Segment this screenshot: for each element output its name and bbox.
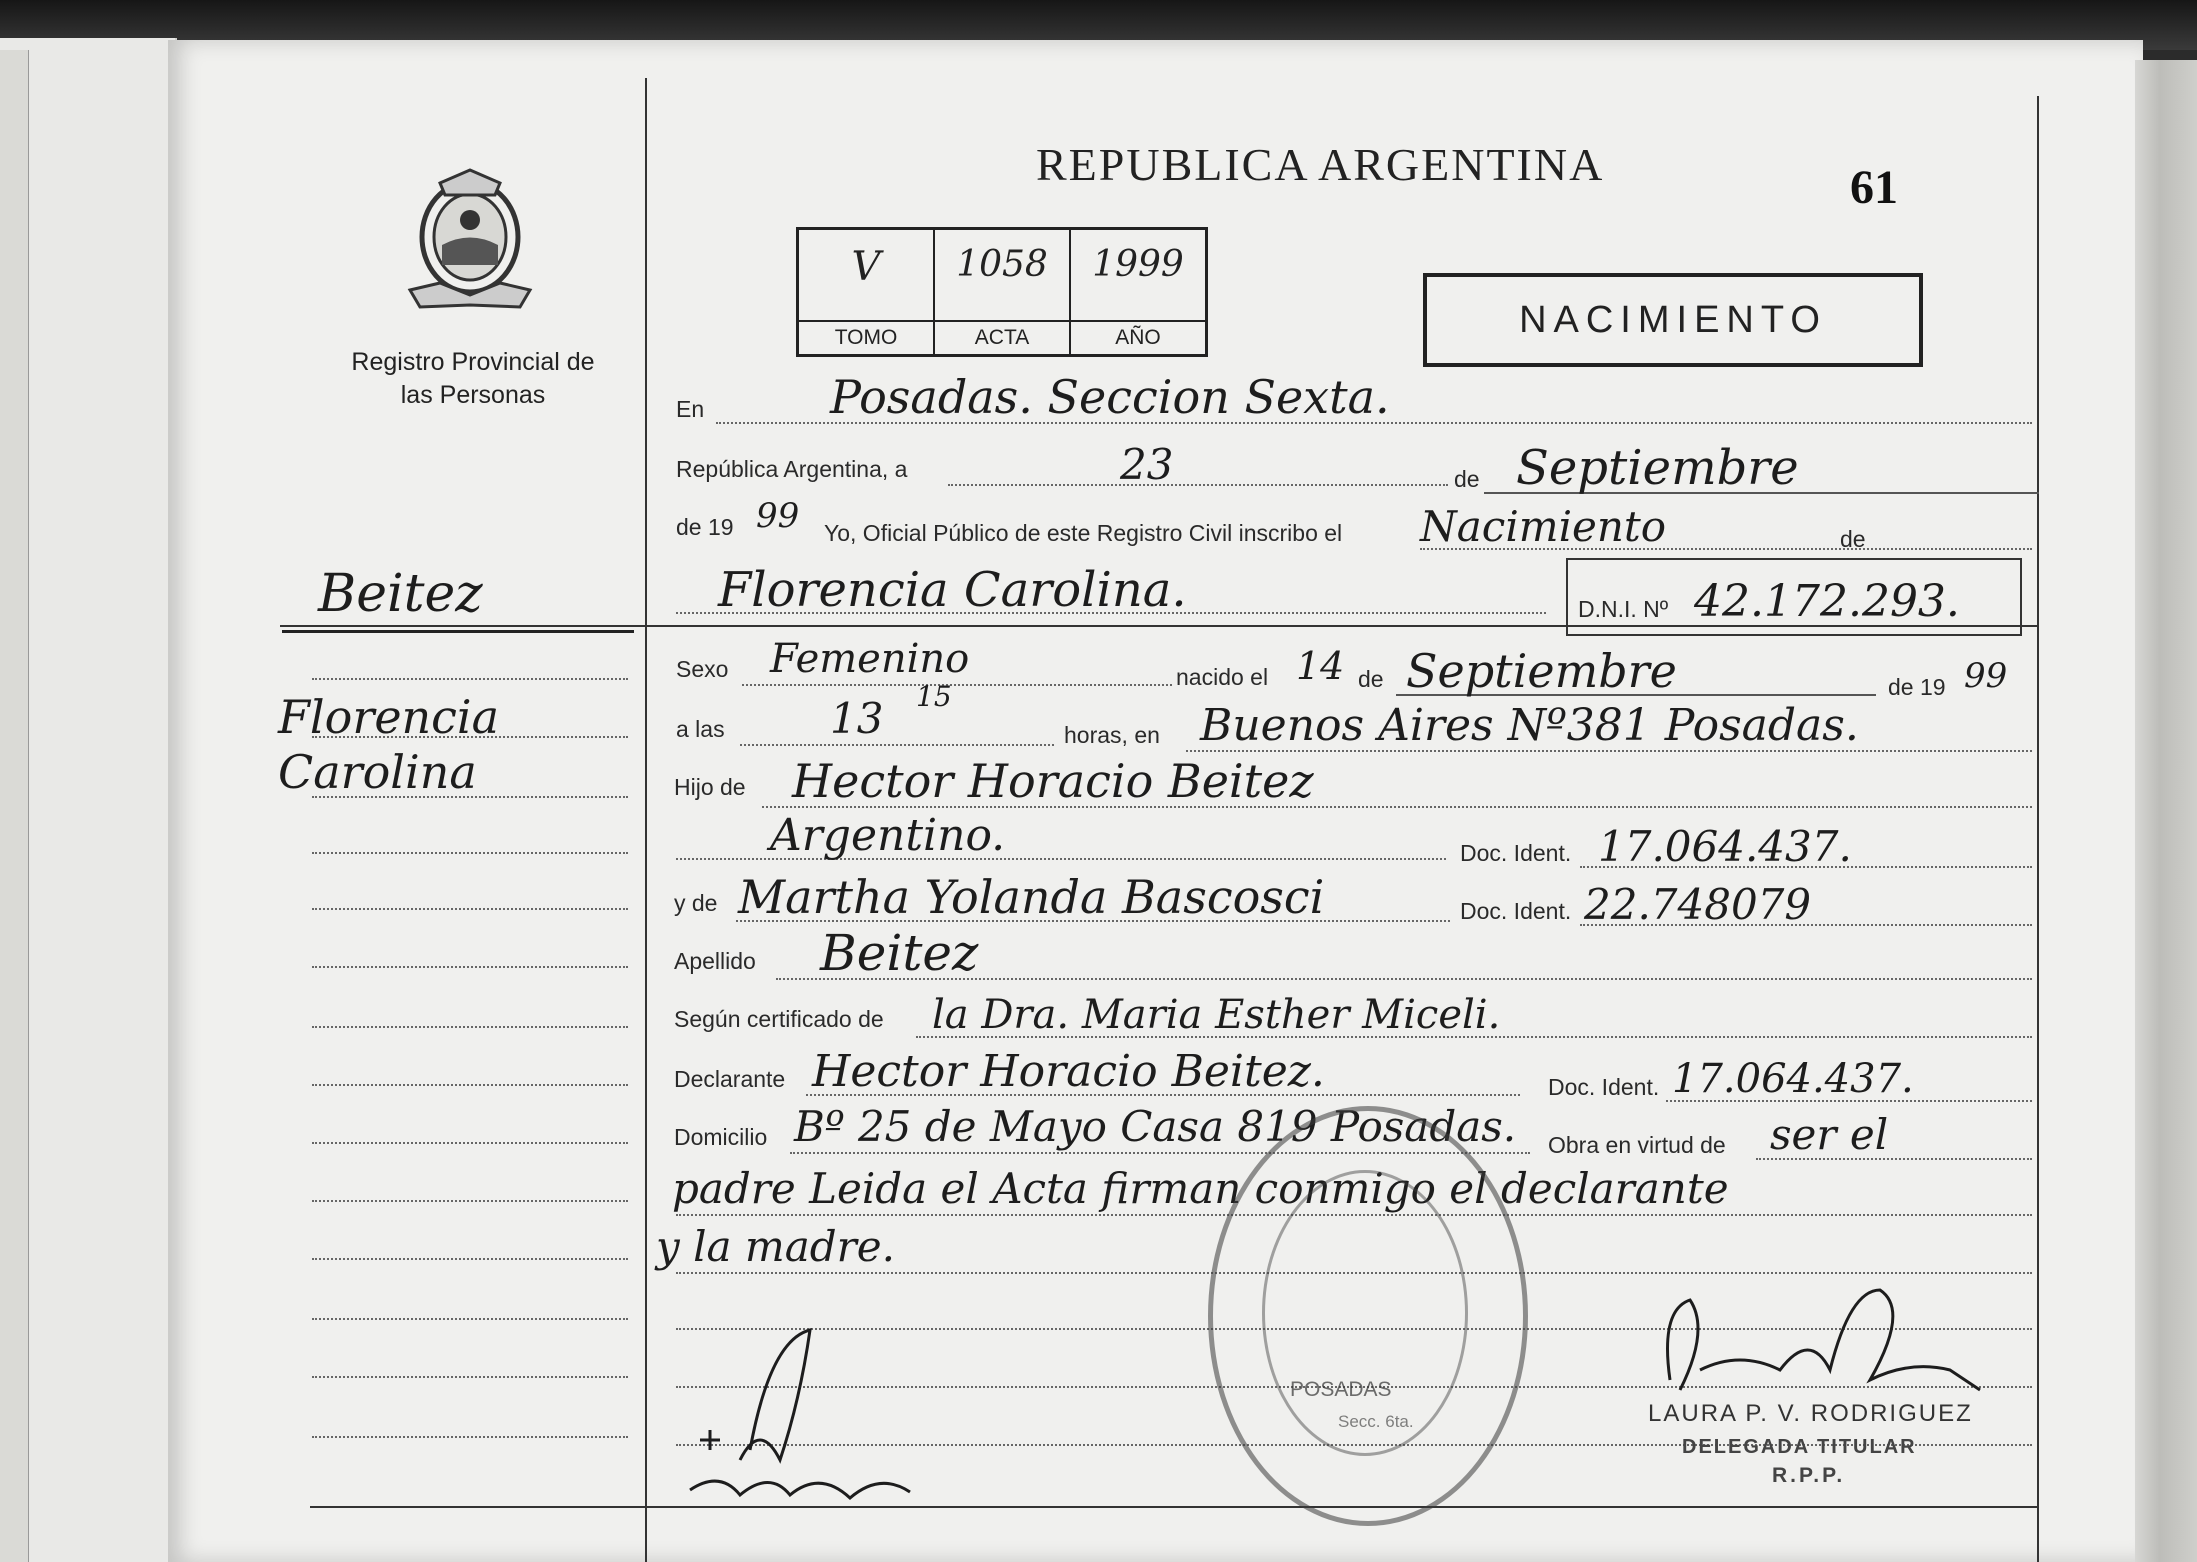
domicilio-label: Domicilio: [674, 1124, 768, 1150]
surname-underline: [282, 630, 634, 633]
birth-month: Septiembre: [1406, 644, 1677, 698]
margin-line: [312, 1318, 628, 1320]
declarante-doc: 17.064.437.: [1672, 1056, 1914, 1102]
column-divider: [645, 78, 647, 1562]
registry-name: Registro Provincial de las Personas: [351, 348, 595, 409]
acta-label: ACTA: [935, 320, 1069, 354]
tomo-label: TOMO: [799, 320, 933, 354]
anio-cell: [1071, 230, 1205, 354]
signature-role: DELEGADA TITULAR: [1682, 1436, 1917, 1458]
dni-value: 42.172.293.: [1694, 576, 1960, 627]
margin-line: [312, 1258, 628, 1260]
obra-cont-1: padre Leida el Acta firman conmigo el declarante: [672, 1164, 1729, 1213]
day-value: 23: [1120, 440, 1174, 489]
margin-line: [312, 1026, 628, 1028]
inscribo-label: Yo, Oficial Público de este Registro Civil inscribo el: [824, 520, 1343, 546]
father-doc-label: Doc. Ident.: [1460, 840, 1572, 866]
page-edge: [2135, 60, 2197, 1562]
obra-value: ser el: [1770, 1110, 1889, 1159]
sexo-label: Sexo: [676, 656, 729, 682]
y-de-label: y de: [674, 890, 718, 916]
declarante-value: Hector Horacio Beitez.: [812, 1046, 1325, 1097]
father-value: Hector Horacio Beitez: [792, 754, 1314, 808]
stamp-sub: Secc. 6ta.: [1338, 1412, 1414, 1431]
inscribo-value: Nacimiento: [1420, 502, 1667, 551]
tomo-value: V: [851, 244, 881, 290]
republica-label: República Argentina, a: [676, 456, 908, 482]
de-label: de: [1454, 466, 1480, 492]
bottom-rule: [310, 1506, 2037, 1508]
mother-value: Martha Yolanda Bascosci: [738, 870, 1325, 924]
a-las-label: a las: [676, 716, 725, 742]
margin-surname: Beitez: [318, 564, 483, 624]
hijo-label: Hijo de: [674, 774, 746, 800]
page-number: 61: [1850, 161, 1898, 214]
month-value: Septiembre: [1516, 440, 1799, 496]
margin-line: [312, 1200, 628, 1202]
en-label: En: [676, 396, 705, 422]
right-border: [2037, 96, 2039, 1562]
officer-signature-icon: [1650, 1270, 1990, 1410]
declarant-signature-icon: [680, 1320, 940, 1520]
day-line: [948, 484, 1448, 486]
father-doc: 17.064.437.: [1598, 822, 1852, 871]
margin-given-name-1: Florencia: [278, 690, 500, 744]
birth-year: 99: [1964, 656, 2008, 696]
name-value: Florencia Carolina.: [718, 562, 1187, 618]
minute-value: 15: [916, 680, 952, 713]
apellido-value: Beitez: [820, 924, 979, 982]
acta-value: 1058: [956, 244, 1048, 285]
margin-line: [312, 852, 628, 854]
margin-line: [312, 1142, 628, 1144]
place-value: Buenos Aires Nº381 Posadas.: [1200, 700, 1859, 751]
dni-label: D.N.I. Nº: [1578, 596, 1669, 622]
obra-label: Obra en virtud de: [1548, 1132, 1726, 1158]
de-label-2: de: [1840, 526, 1866, 552]
declarante-doc-label: Doc. Ident.: [1548, 1074, 1660, 1100]
domicilio-value: Bº 25 de Mayo Casa 819 Posadas.: [794, 1102, 1517, 1151]
margin-line: [312, 1084, 628, 1086]
stamp-text: POSADAS: [1290, 1378, 1392, 1401]
year-value: 99: [756, 496, 800, 536]
sexo-line: [742, 684, 1172, 686]
obra-cont-2: y la madre.: [656, 1222, 895, 1271]
hour-line: [740, 744, 1054, 746]
registry-table: [796, 227, 1208, 357]
horas-label: horas, en: [1064, 722, 1160, 748]
anio-label: AÑO: [1071, 320, 1205, 354]
birth-year-label: de 19: [1888, 674, 1946, 700]
year-prefix-label: de 19: [676, 514, 734, 540]
segun-label: Según certificado de: [674, 1006, 884, 1032]
margin-line: [312, 966, 628, 968]
hour-value: 13: [830, 694, 884, 743]
apellido-label: Apellido: [674, 948, 756, 974]
margin-line: [312, 1376, 628, 1378]
signature-name: LAURA P. V. RODRIGUEZ: [1648, 1400, 1973, 1427]
acta-cell: [935, 230, 1071, 354]
father-nationality: Argentino.: [770, 810, 1006, 861]
margin-line: [312, 1436, 628, 1438]
margin-line: [312, 908, 628, 910]
anio-value: 1999: [1092, 244, 1184, 285]
nacido-label: nacido el: [1176, 664, 1269, 690]
segun-value: la Dra. Maria Esther Miceli.: [932, 992, 1501, 1038]
signature-org: R.P.P.: [1772, 1464, 1846, 1487]
left-page-edge: [0, 50, 29, 1562]
birth-day: 14: [1296, 644, 1345, 688]
mother-doc: 22.748079: [1584, 880, 1812, 929]
de-label-3: de: [1358, 666, 1384, 692]
sexo-value: Femenino: [770, 636, 970, 682]
page-title: REPUBLICA ARGENTINA: [1036, 139, 1605, 190]
mother-doc-label: Doc. Ident.: [1460, 898, 1572, 924]
margin-line: [312, 678, 628, 680]
document-type: NACIMIENTO: [1423, 273, 1923, 367]
province-seal-icon: [400, 165, 540, 315]
declarante-label: Declarante: [674, 1066, 786, 1092]
en-value: Posadas. Seccion Sexta.: [830, 370, 1390, 424]
margin-given-name-2: Carolina: [278, 745, 477, 799]
tomo-cell: [799, 230, 935, 354]
